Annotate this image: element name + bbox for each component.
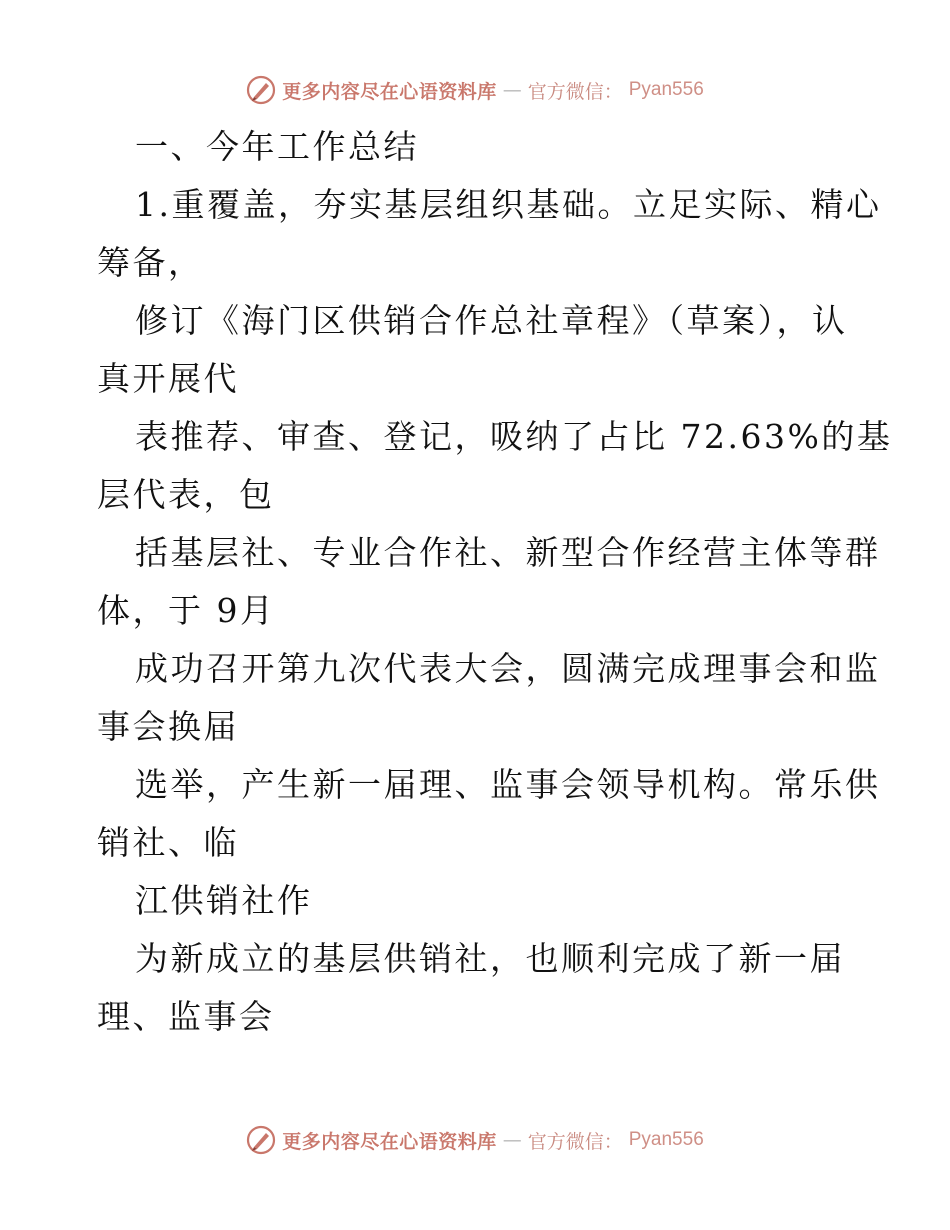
pen-logo-icon [246, 75, 276, 105]
watermark-wechat-label: 官方微信： [527, 1130, 623, 1153]
paragraph-line: 销社、临 [97, 823, 239, 862]
document-body [97, 118, 893, 1046]
section-heading: 一、今年工作总结 [135, 127, 419, 166]
paragraph-line: 1.重覆盖，夯实基层组织基础。立足实际、精心 [135, 185, 882, 224]
paragraph-line: 筹备， [97, 243, 204, 282]
paragraph-line: 层代表，包 [97, 475, 275, 514]
watermark-separator: — [502, 79, 522, 101]
paragraph-line: 表推荐、审查、登记，吸纳了占比 72.63%的基 [135, 417, 893, 456]
paragraph-line: 体，于 9月 [97, 591, 276, 630]
watermark-separator: — [502, 1129, 522, 1151]
paragraph-line: 修订《海门区供销合作总社章程》（草案），认 [135, 301, 848, 340]
paragraph-line: 为新成立的基层供销社，也顺利完成了新一届 [135, 939, 845, 978]
header-watermark [0, 70, 950, 110]
paragraph-line: 选举，产生新一届理、监事会领导机构。常乐供 [135, 765, 881, 804]
watermark-wechat-id: Pyan556 [628, 1129, 704, 1150]
watermark-wechat-id: Pyan556 [628, 79, 704, 100]
paragraph-line: 江供销社作 [135, 881, 313, 920]
paragraph-line: 成功召开第九次代表大会，圆满完成理事会和监 [135, 649, 881, 688]
pen-logo-icon [246, 1125, 276, 1155]
watermark-main-text: 更多内容尽在心语资料库 [282, 1130, 497, 1153]
footer-watermark [0, 1120, 950, 1160]
paragraph-line: 括基层社、专业合作社、新型合作经营主体等群 [135, 533, 881, 572]
paragraph-line: 真开展代 [97, 359, 239, 398]
paragraph-line: 理、监事会 [97, 997, 275, 1036]
watermark-main-text: 更多内容尽在心语资料库 [282, 80, 497, 103]
paragraph-line: 事会换届 [97, 707, 239, 746]
watermark-wechat-label: 官方微信： [527, 80, 623, 103]
